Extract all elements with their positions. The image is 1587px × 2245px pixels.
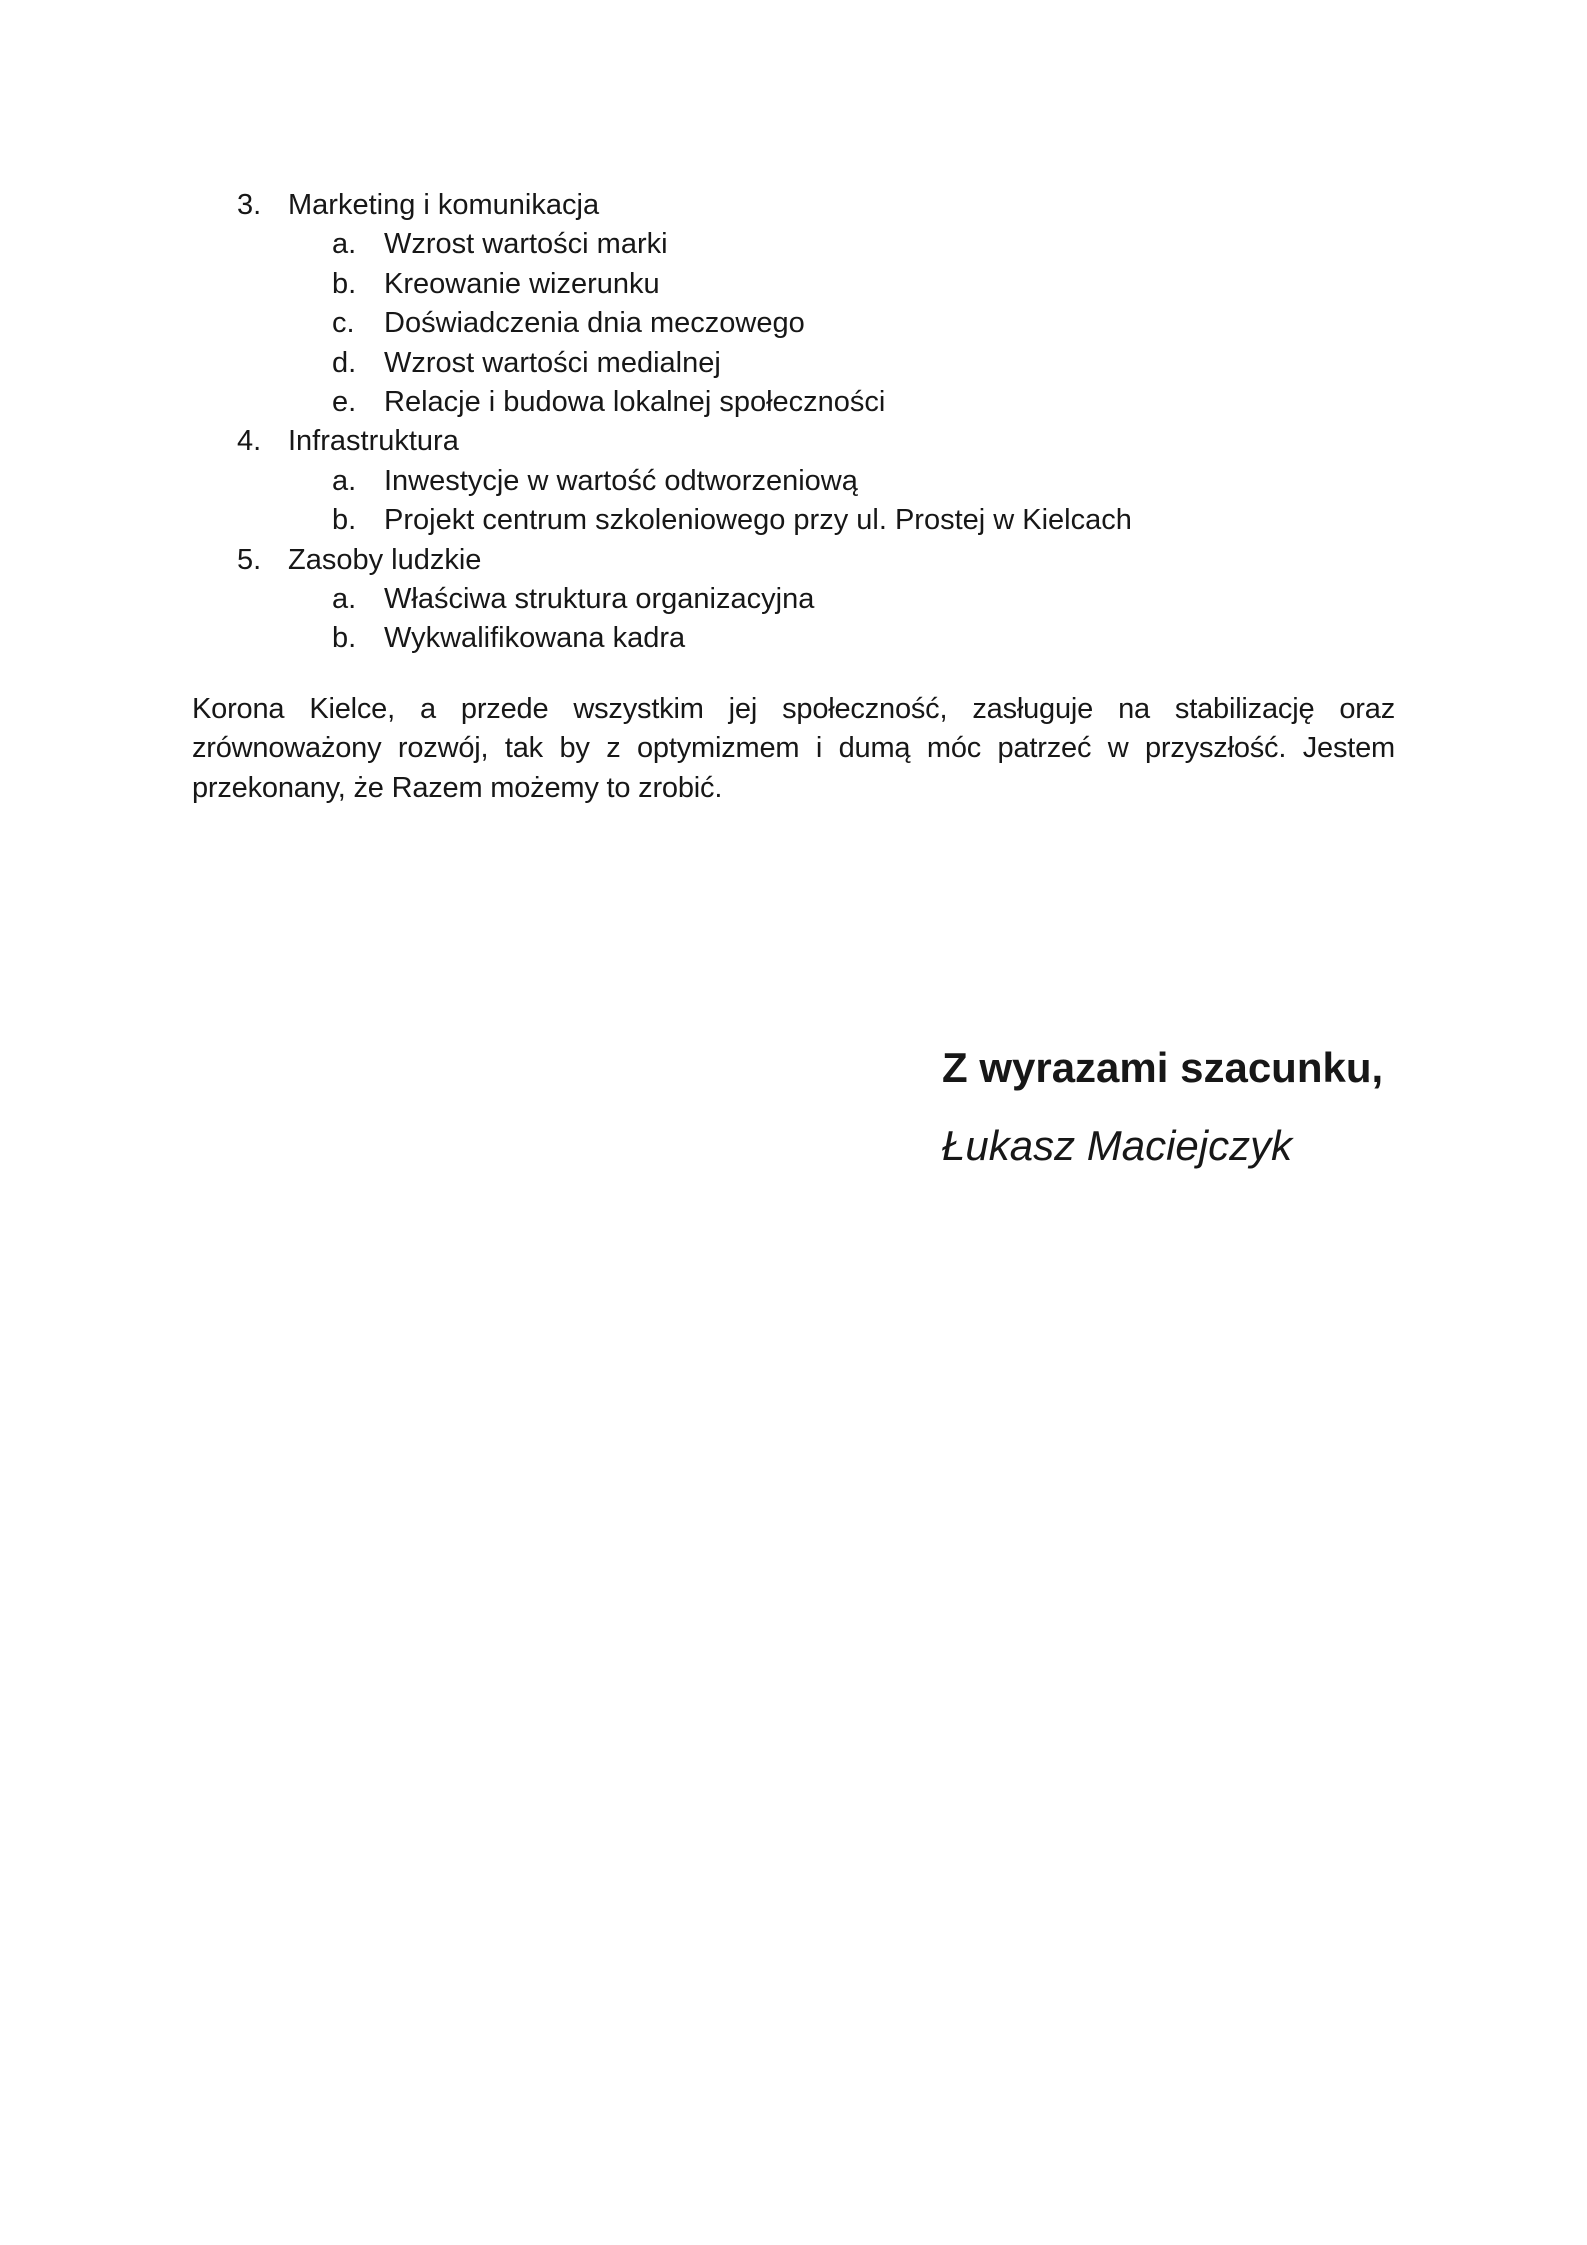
signature-name: Łukasz Maciejczyk (942, 1122, 1293, 1169)
list-marker: d. (332, 346, 357, 379)
list-item-text: Zasoby ludzkie (288, 543, 482, 576)
list-item (192, 619, 1395, 658)
list-item-text: Wzrost wartości medialnej (384, 346, 721, 379)
list-marker: 5. (237, 543, 262, 576)
paragraph-line: przekonany, że Razem możemy to zrobić. (192, 771, 723, 804)
closing-block (942, 1040, 1383, 1173)
body-paragraph (192, 690, 1395, 808)
list-item (192, 186, 1395, 225)
list-item (192, 344, 1395, 383)
list-item-text: Właściwa struktura organizacyjna (384, 583, 815, 616)
list-item-text: Doświadczenia dnia meczowego (384, 307, 805, 340)
list-marker: b. (332, 504, 357, 537)
list-marker: a. (332, 464, 357, 497)
list-item (192, 580, 1395, 619)
list-item-text: Relacje i budowa lokalnej społeczności (384, 386, 886, 419)
list-item-text: Kreowanie wizerunku (384, 267, 660, 300)
list-marker: 4. (237, 425, 262, 458)
list-item (192, 462, 1395, 501)
paragraph-line: zrównoważony rozwój, tak by z optymizmem i dumą móc patrzeć w przyszłość. Jestem (192, 732, 1395, 765)
list-marker: b. (332, 267, 357, 300)
list-item-text: Infrastruktura (288, 425, 459, 458)
outline-list (192, 0, 1395, 659)
paragraph-line: Korona Kielce, a przede wszystkim jej społeczność, zasługuje na stabilizację oraz (192, 692, 1395, 725)
list-marker: b. (332, 622, 357, 655)
list-item-text: Projekt centrum szkoleniowego przy ul. Prostej w Kielcach (384, 504, 1132, 537)
list-item (192, 541, 1395, 580)
list-item (192, 501, 1395, 540)
list-item-text: Inwestycje w wartość odtworzeniową (384, 464, 858, 497)
list-item (192, 304, 1395, 343)
list-marker: a. (332, 583, 357, 616)
list-item (192, 383, 1395, 422)
list-item-text: Wzrost wartości marki (384, 228, 668, 261)
list-marker: e. (332, 386, 357, 419)
page-content (192, 0, 1395, 808)
list-marker: c. (332, 307, 355, 340)
closing-salutation: Z wyrazami szacunku, (942, 1044, 1384, 1091)
list-item (192, 265, 1395, 304)
list-item-text: Marketing i komunikacja (288, 189, 600, 221)
list-item-text: Wykwalifikowana kadra (384, 622, 686, 655)
list-item (192, 225, 1395, 264)
list-marker: 3. (237, 189, 262, 221)
list-item (192, 422, 1395, 461)
list-marker: a. (332, 228, 357, 261)
